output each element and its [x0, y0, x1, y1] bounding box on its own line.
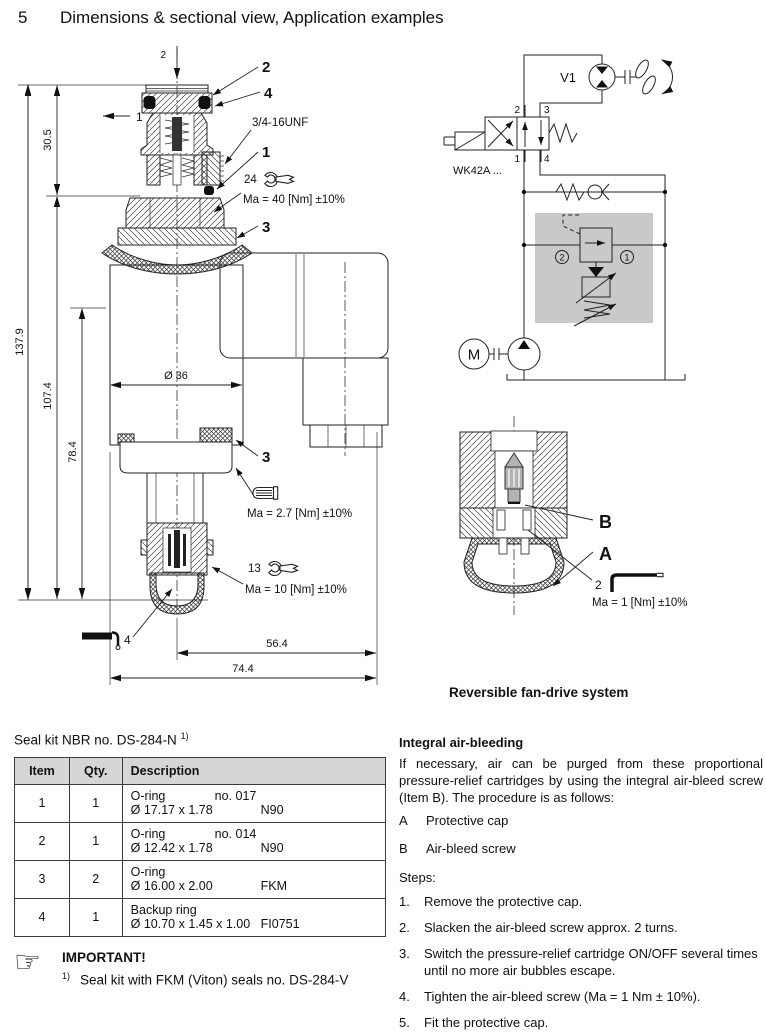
seal-kit-section: [14, 731, 390, 987]
desc-name: O-ring: [130, 789, 166, 803]
desc-material: N90: [260, 841, 284, 855]
valve-type-label: WK42A ...: [453, 165, 502, 177]
item-4-callout: 4: [264, 85, 273, 102]
cartridge-port-1: 1: [624, 252, 630, 263]
page-title: Dimensions & sectional view, Application examples: [60, 8, 444, 27]
label-b: B: [599, 512, 612, 532]
torque-1: Ma = 1 [Nm] ±10%: [592, 597, 688, 609]
dim-30-5: 30.5: [42, 129, 54, 151]
cell-description: [122, 860, 385, 898]
col-header-qty: Qty.: [69, 757, 122, 784]
valve-port-3: 3: [544, 105, 550, 116]
wrench-icon: [269, 562, 298, 576]
valve-port-4: 4: [544, 154, 550, 165]
dim-dia-36: Ø 36: [164, 370, 188, 382]
step-number: 5.: [399, 1014, 410, 1030]
seal-kit-table: [14, 757, 386, 937]
step-number: 2.: [399, 920, 410, 936]
dim-137-9: 137.9: [14, 328, 26, 356]
desc-size: Ø 17.17 x 1.78: [130, 803, 213, 817]
desc-material: FKM: [260, 879, 288, 893]
step-5: [399, 1015, 763, 1032]
valve-cross-section: [102, 48, 388, 614]
seal-kit-title-footnote: 1): [180, 731, 189, 741]
cell-description: [122, 784, 385, 822]
desc-material: N90: [260, 803, 284, 817]
cell-item: 4: [15, 898, 70, 936]
v1-label: V1: [560, 70, 576, 85]
desc-name: O-ring: [130, 865, 166, 879]
important-note: [14, 944, 390, 988]
pointing-hand-icon: ☞: [14, 944, 41, 980]
footnote-text: Seal kit with FKM (Viton) seals no. DS-284-V: [80, 972, 349, 987]
allen-key-icon: [612, 573, 663, 592]
allen-2-size: 2: [595, 578, 602, 592]
step-text: Remove the protective cap.: [424, 894, 583, 910]
dim-78-4: 78.4: [67, 441, 79, 463]
cell-item: 3: [15, 860, 70, 898]
step-text: Switch the pressure-relief cartridge ON/OFF several times until no more air bubbles escape.: [424, 946, 758, 979]
cell-item: 2: [15, 822, 70, 860]
hydraulic-schematic: [430, 45, 766, 410]
flow-port-2-label: 2: [160, 50, 166, 61]
thread-spec: 3/4-16UNF: [252, 117, 309, 129]
cell-qty: 1: [69, 898, 122, 936]
wrench-13-size: 13: [248, 563, 261, 575]
important-label: IMPORTANT!: [62, 949, 146, 965]
legend-key: A: [399, 813, 408, 829]
cell-qty: 1: [69, 784, 122, 822]
motor-label: M: [467, 346, 481, 364]
table-row: [15, 860, 386, 898]
step-text: Tighten the air-bleed screw (Ma = 1 Nm ± 10%).: [424, 989, 701, 1005]
desc-size: Ø 16.00 x 2.00: [130, 879, 213, 893]
important-content: [62, 950, 348, 988]
desc-name: O-ring: [130, 827, 166, 841]
table-row: [15, 898, 386, 936]
cell-item: 1: [15, 784, 70, 822]
dimension-drawing: [0, 40, 430, 705]
legend-text: Protective cap: [426, 813, 509, 829]
air-bleeding-section: [399, 735, 763, 1033]
item-2-callout: 2: [262, 59, 271, 76]
step-text: Slacken the air-bleed screw approx. 2 turns.: [424, 920, 678, 936]
seal-kit-title: [14, 731, 390, 748]
item-1-callout: 1: [262, 144, 271, 161]
seal-kit-title-text: Seal kit NBR no. DS-284-N: [14, 732, 177, 748]
step-4: [399, 989, 763, 1006]
label-a: A: [599, 544, 612, 564]
fan-motor-symbol: [589, 58, 673, 96]
desc-name: Backup ring: [130, 903, 197, 917]
flow-port-1-label: 1: [136, 110, 143, 124]
step-number: 3.: [399, 946, 410, 962]
section-caption: Reversible fan-drive system: [449, 685, 629, 700]
dim-56-4: 56.4: [266, 638, 288, 650]
air-bleed-section-view: [435, 410, 766, 710]
desc-no: no. 014: [214, 827, 257, 841]
directional-valve-symbol: [444, 105, 577, 162]
torque-40: Ma = 40 [Nm] ±10%: [243, 194, 345, 206]
desc-material: FI0751: [260, 917, 300, 931]
step-text: Fit the protective cap.: [424, 1014, 549, 1030]
torque-2-7: Ma = 2.7 [Nm] ±10%: [247, 508, 353, 520]
hand-tight-icon: [253, 487, 278, 499]
wrench-icon: [265, 173, 294, 187]
item-3-upper-callout: 3: [262, 219, 271, 236]
col-header-item: Item: [15, 757, 70, 784]
dim-74-4: 74.4: [232, 663, 254, 675]
cell-qty: 1: [69, 822, 122, 860]
section-number: 5: [18, 8, 28, 27]
table-row: [15, 784, 386, 822]
step-1: [399, 894, 763, 911]
step-number: 4.: [399, 989, 410, 1005]
footnote: [62, 971, 348, 988]
steps-label: Steps:: [399, 870, 436, 886]
table-row: [15, 822, 386, 860]
item-3-lower-callout: 3: [262, 449, 271, 466]
allen-key-icon: [82, 633, 120, 650]
cartridge-port-2: 2: [559, 252, 565, 263]
air-bleeding-heading: Integral air-bleeding: [399, 735, 524, 750]
cell-description: [122, 898, 385, 936]
cell-qty: 2: [69, 860, 122, 898]
legend-item-a: [399, 813, 763, 828]
table-header-row: [15, 757, 386, 784]
air-bleeding-intro: If necessary, air can be purged from these proportional pressure-relief cartridges by using the integral air-bleed screw (Item B). The procedure is as follows:: [399, 756, 763, 806]
col-header-description: Description: [122, 757, 385, 784]
valve-port-2: 2: [514, 105, 520, 116]
legend-item-b: [399, 841, 763, 856]
footnote-marker: 1): [62, 970, 71, 981]
desc-no: no. 017: [214, 789, 257, 803]
desc-size: Ø 10.70 x 1.45 x 1.00: [130, 917, 251, 931]
dim-107-4: 107.4: [42, 382, 54, 410]
wrench-24-size: 24: [244, 174, 257, 186]
desc-size: Ø 12.42 x 1.78: [130, 841, 213, 855]
legend-key: B: [399, 841, 408, 857]
step-2: [399, 920, 763, 937]
cell-description: [122, 822, 385, 860]
legend-text: Air-bleed screw: [426, 841, 516, 857]
torque-10: Ma = 10 [Nm] ±10%: [245, 584, 347, 596]
step-number: 1.: [399, 894, 410, 910]
item-4-lower-callout: 4: [124, 633, 131, 647]
step-3: [399, 946, 763, 980]
valve-port-1: 1: [514, 154, 520, 165]
